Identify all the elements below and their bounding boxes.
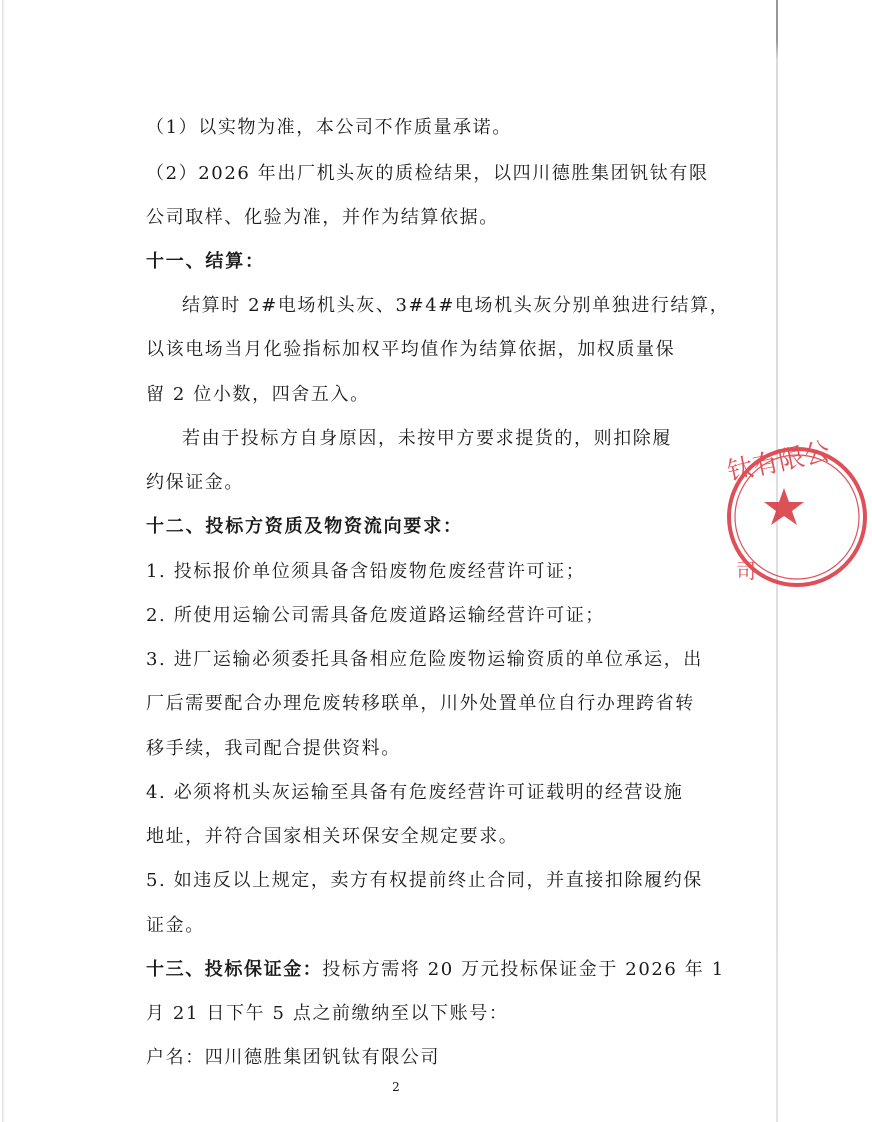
paragraph-line: 结算时 2#电场机头灰、3#4#电场机头灰分别单独进行结算， <box>182 295 730 316</box>
paragraph-line: 若由于投标方自身原因，未按甲方要求提货的，则扣除履 <box>182 428 672 449</box>
list-item: 3. 进厂运输必须委托具备相应危险废物运输资质的单位承运，出 <box>146 649 703 670</box>
scan-edge-right <box>776 0 778 1122</box>
paragraph-line: 公司取样、化验为准，并作为结算依据。 <box>146 207 499 228</box>
svg-text:钛有限公: 钛有限公 <box>724 436 833 488</box>
svg-text:司: 司 <box>736 559 756 583</box>
list-item: 1. 投标报价单位须具备含铅废物危废经营许可证； <box>146 561 586 582</box>
list-item: 4. 必须将机头灰运输至具备有危废经营许可证载明的经营设施 <box>146 782 684 803</box>
paragraph-line: 约保证金。 <box>146 472 244 493</box>
paragraph-line: （2）2026 年出厂机头灰的质检结果，以四川德胜集团钒钛有限 <box>146 163 709 184</box>
paragraph-line: （1）以实物为准，本公司不作质量承诺。 <box>146 117 512 138</box>
section-heading-deposit: 十三、投标保证金： <box>146 959 323 980</box>
account-name-line: 户名：四川德胜集团钒钛有限公司 <box>146 1047 440 1068</box>
scan-edge-left <box>2 0 5 1122</box>
list-item: 5. 如违反以上规定，卖方有权提前终止合同，并直接扣除履约保 <box>146 870 703 891</box>
paragraph-line: 以该电场当月化验指标加权平均值作为结算依据，加权质量保 <box>146 339 676 360</box>
deposit-line <box>146 958 725 982</box>
list-item: 2. 所使用运输公司需具备危废道路运输经营许可证； <box>146 605 605 626</box>
section-heading-qualification: 十二、投标方资质及物资流向要求： <box>146 516 463 537</box>
paragraph-line: 月 21 日下午 5 点之前缴纳至以下账号： <box>146 1003 509 1024</box>
company-seal-stamp <box>722 432 872 602</box>
paragraph-line: 证金。 <box>146 915 205 936</box>
page-number: 2 <box>392 1080 400 1094</box>
section-heading-settlement: 十一、结算： <box>146 251 265 272</box>
paragraph-line: 移手续，我司配合提供资料。 <box>146 738 401 759</box>
paragraph-line: 地址，并符合国家相关环保安全规定要求。 <box>146 826 519 847</box>
paragraph-line: 厂后需要配合办理危废转移联单，川外处置单位自行办理跨省转 <box>146 693 695 714</box>
deposit-text: 投标方需将 20 万元投标保证金于 2026 年 1 <box>322 959 725 980</box>
paragraph-line: 留 2 位小数，四舍五入。 <box>146 384 370 405</box>
